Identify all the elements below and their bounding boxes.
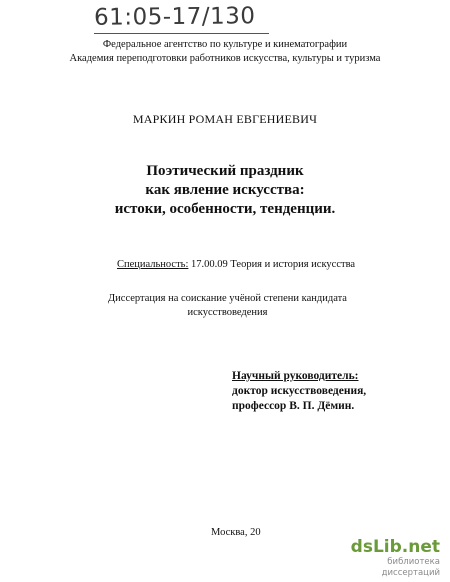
degree-statement [20,292,435,320]
dslib-watermark [328,537,440,579]
author-name: МАРКИН РОМАН ЕВГЕНИЕВИЧ [132,112,318,126]
degree-line-2: искусствоведения [187,307,268,318]
title-line-3: истоки, особенности, тенденции. [114,201,336,217]
specialty [117,259,355,270]
degree-line-1: Диссертация на соискание учёной степени кандидата [108,293,347,304]
watermark-logo: dsLib.net [350,537,440,557]
title-line-1: Поэтический праздник [146,163,304,179]
institution-line-academy: Академия переподготовки работников искусства, культуры и туризма [69,53,381,64]
archive-number-underline [94,33,269,34]
title-line-2: как явление искусства: [145,182,305,198]
archive-number-handwritten: 61:05-17/130 [93,3,256,31]
specialty-label: Специальность: [117,259,189,270]
institution-header [10,38,440,66]
supervisor-degree: доктор искусствоведения, [232,385,367,397]
city-year: Москва, 20 [211,527,261,538]
supervisor-name: профессор В. П. Дёмин. [232,400,355,412]
watermark-subtitle: библиотека диссертаций [381,557,440,578]
supervisor-heading: Научный руководитель: [232,370,359,382]
institution-line-agency: Федеральное агентство по культуре и кинематографии [102,39,348,50]
supervisor-block [232,369,366,414]
dissertation-title [20,162,430,219]
specialty-value: 17.00.09 Теория и история искусства [188,259,356,270]
